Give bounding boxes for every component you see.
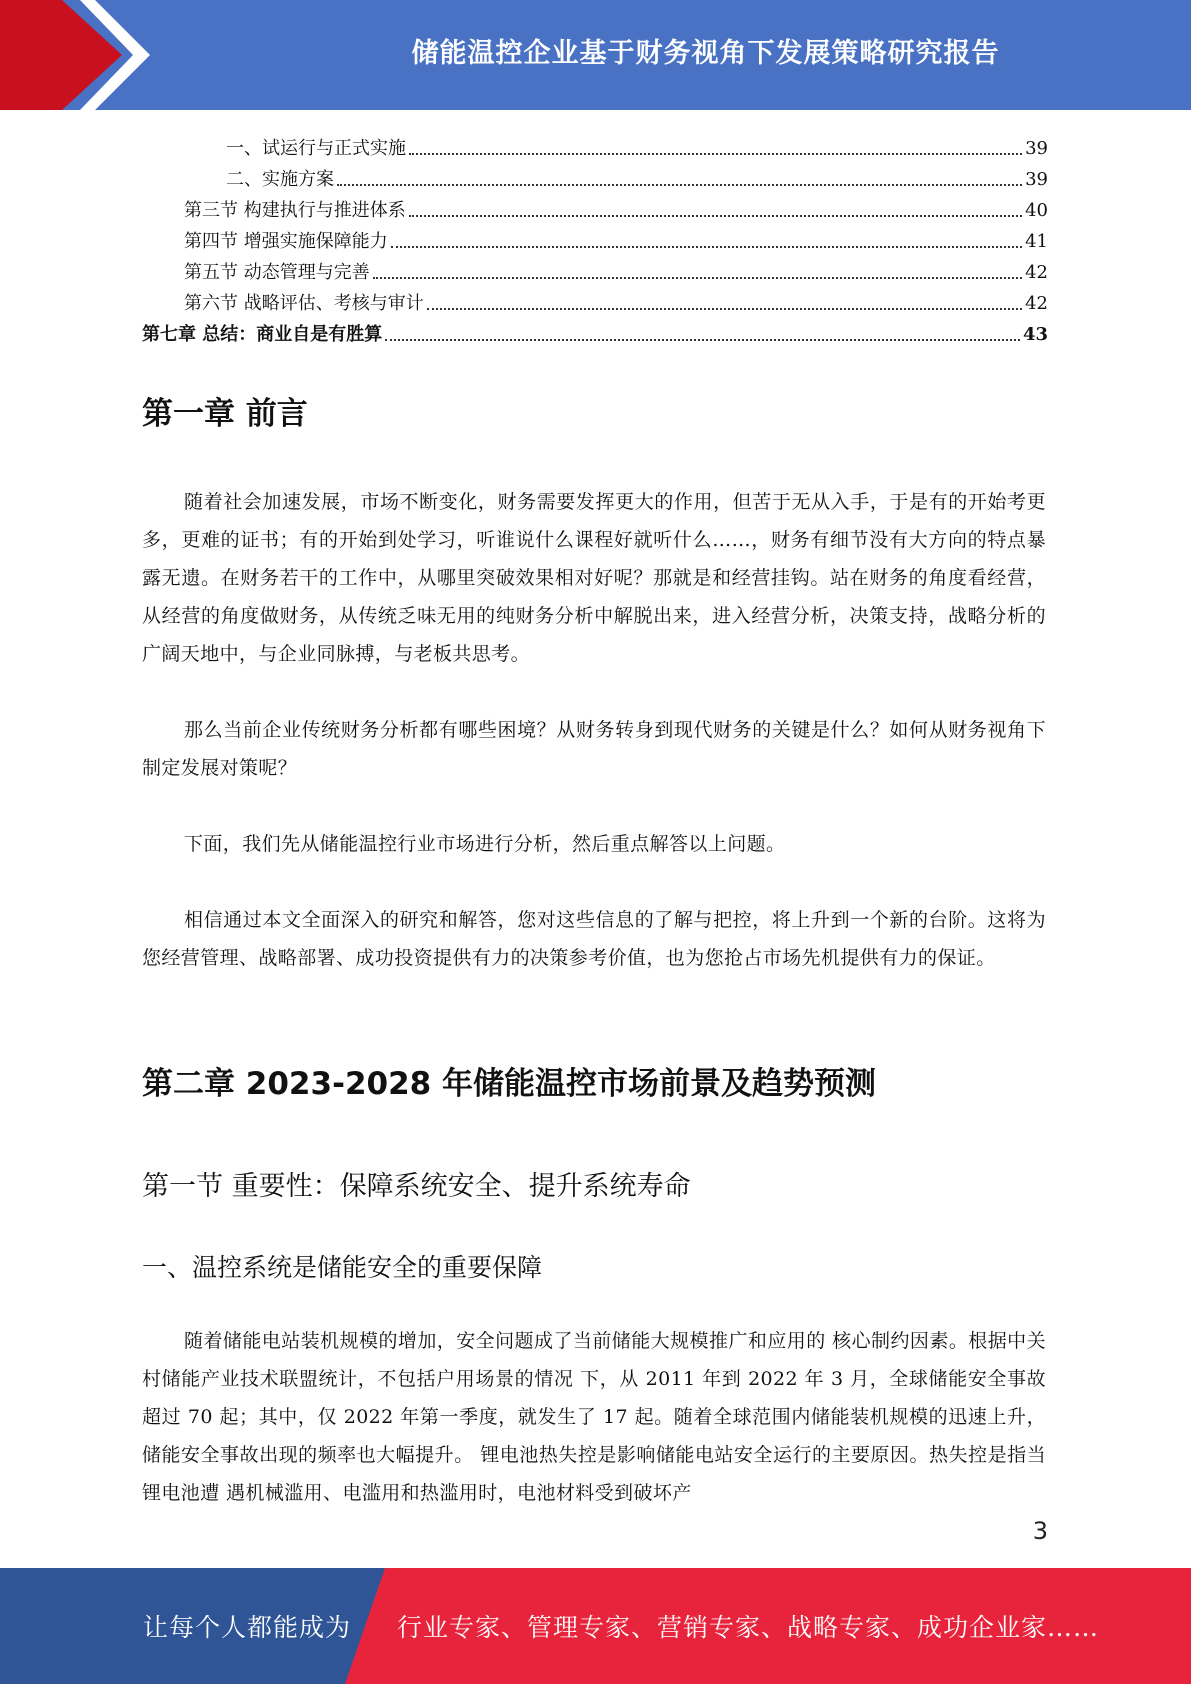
chapter-heading: 第二章 2023-2028 年储能温控市场前景及趋势预测 <box>142 1066 877 1102</box>
toc-entry[interactable] <box>142 285 1048 316</box>
header-chevron-icon <box>0 0 160 110</box>
toc-entry-title: 一、试运行与正式实施 <box>226 138 406 159</box>
toc-entry-page: 42 <box>1025 293 1048 314</box>
chapter-heading: 第一章 前言 <box>142 396 308 432</box>
toc-entry[interactable] <box>142 223 1048 254</box>
page-header <box>0 0 1191 110</box>
toc-leader-dots <box>409 215 1022 217</box>
table-of-contents <box>142 130 1048 347</box>
toc-leader-dots <box>427 308 1022 310</box>
page-number: 3 <box>1032 1517 1048 1545</box>
toc-entry-page: 43 <box>1022 324 1048 345</box>
toc-leader-dots <box>409 153 1022 155</box>
toc-entry[interactable] <box>142 130 1048 161</box>
toc-entry-title: 二、实施方案 <box>226 169 334 190</box>
toc-entry-title: 第六节 战略评估、考核与审计 <box>184 293 424 314</box>
toc-entry[interactable] <box>142 316 1048 347</box>
report-title: 储能温控企业基于财务视角下发展策略研究报告 <box>411 37 1000 69</box>
toc-entry-title: 第四节 增强实施保障能力 <box>184 231 388 252</box>
body-paragraph: 随着社会加速发展，市场不断变化，财务需要发挥更大的作用，但苦于无从入手，于是有的开始考更多，更难的证书；有的开始到处学习，听谁说什么课程好就听什么……，财务有细节没有大方向的特点暴露无遗。在财务若干的工作中，从哪里突破效果相对好呢？那就是和经营挂钩。站在财务的角度看经营，从经营的角度做财务，从传统乏味无用的纯财务分析中解脱出来，进入经营分析，决策支持，战略分析的广阔天地中，与企业同脉搏，与老板共思考。 <box>142 491 1046 665</box>
body-paragraph: 那么当前企业传统财务分析都有哪些困境？从财务转身到现代财务的关键是什么？如何从财务视角下制定发展对策呢？ <box>142 719 1046 779</box>
page-footer <box>0 1568 1191 1684</box>
footer-slogan-right: 行业专家、管理专家、营销专家、战略专家、成功企业家…… <box>397 1613 1100 1642</box>
toc-leader-dots <box>337 184 1022 186</box>
toc-entry[interactable] <box>142 192 1048 223</box>
body-paragraph: 相信通过本文全面深入的研究和解答，您对这些信息的了解与把控，将上升到一个新的台阶。这将为您经营管理、战略部署、成功投资提供有力的决策参考价值，也为您抢占市场先机提供有力的保证。 <box>142 909 1046 969</box>
toc-entry[interactable] <box>142 161 1048 192</box>
toc-leader-dots <box>385 339 1020 341</box>
footer-slogan-left: 让每个人都能成为 <box>143 1613 352 1642</box>
section-heading: 第一节 重要性：保障系统安全、提升系统寿命 <box>142 1171 691 1202</box>
toc-entry-page: 41 <box>1025 231 1048 252</box>
body-paragraph: 随着储能电站装机规模的增加，安全问题成了当前储能大规模推广和应用的 核心制约因素。根据中关村储能产业技术联盟统计，不包括户用场景的情况 下，从 2011 年到 2022 年 3 月，全球储能安全事故超过 70 起；其中，仅 2022 年第一季度，就发生了 17 起。随着全球范围内储能装机规模的迅速上升， 储能安全事故出现的频率也大幅提升。 锂电池热失控是影响储能电站安全运行的主要原因。热失控是指当锂电池遭 遇机械滥用、电滥用和热滥用时，电池材料受到破坏产 <box>142 1330 1046 1504</box>
toc-entry-title: 第五节 动态管理与完善 <box>184 262 370 283</box>
toc-entry-title: 第三节 构建执行与推进体系 <box>184 200 406 221</box>
toc-entry[interactable] <box>142 254 1048 285</box>
toc-entry-page: 40 <box>1025 200 1048 221</box>
subsection-heading: 一、温控系统是储能安全的重要保障 <box>142 1253 543 1282</box>
toc-entry-page: 39 <box>1025 138 1048 159</box>
toc-entry-page: 39 <box>1025 169 1048 190</box>
toc-entry-title: 第七章 总结：商业自是有胜算 <box>142 324 383 345</box>
body-paragraph: 下面，我们先从储能温控行业市场进行分析，然后重点解答以上问题。 <box>184 833 786 855</box>
toc-leader-dots <box>391 246 1022 248</box>
toc-leader-dots <box>373 277 1022 279</box>
toc-entry-page: 42 <box>1025 262 1048 283</box>
